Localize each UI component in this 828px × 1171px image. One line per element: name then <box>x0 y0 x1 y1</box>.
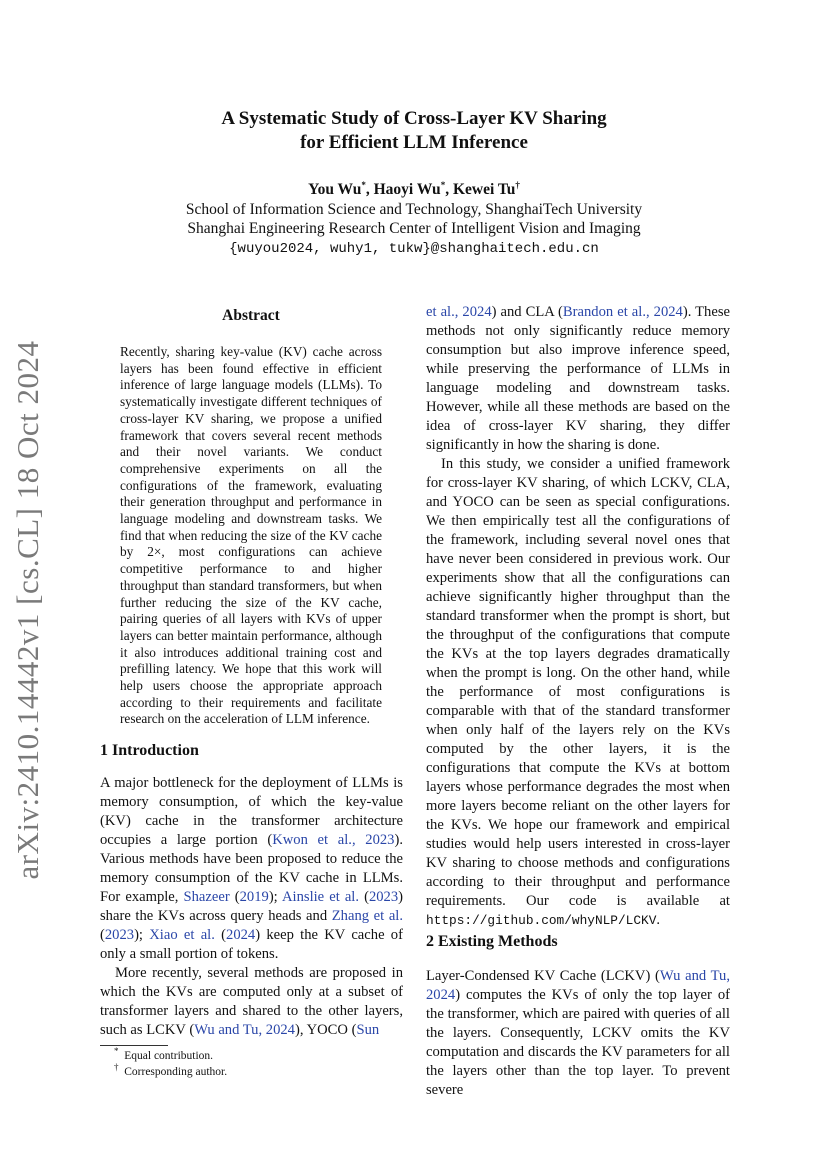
affiliation-2: Shanghai Engineering Research Center of Intelligent Vision and Imaging <box>187 220 641 237</box>
author-2-mark: * <box>440 179 446 190</box>
footnote-1 <box>114 1046 214 1064</box>
citation-link[interactable]: Zhang et al. <box>331 908 403 924</box>
citation-link[interactable]: et al., 2024 <box>426 304 492 320</box>
intro-column <box>100 774 403 1040</box>
text-run: ); <box>134 927 150 943</box>
abstract-body: Recently, sharing key-value (KV) cache across layers has been found effective in efficient inference of large language models (LLMs). To systematically investigate different techniques of cross-layer KV sharing, we propose a unified framework that covers several recent methods and their novel variants. We conduct comprehensive experiments on all the configurations of the framework, evaluating their generation throughput and performance in language modeling and downstream tasks. We find that when reducing the size of the KV cache by 2×, most configurations can achieve competitive performance to and higher throughput than standard transformers, but when further reducing the size of the KV cache, pairing queries of all layers with KVs of upper layers can better maintain performance, although it also introduces additional training cost and prefilling latency. We hope that this work will help users choose the appropriate approach according to their requirements and facilitate research on the acceleration of LLM inference. <box>120 344 382 727</box>
author-2: Haoyi Wu <box>373 181 441 198</box>
existing-methods-column <box>426 967 730 1100</box>
footnote-1-text: Equal contribution. <box>124 1050 214 1062</box>
text-run: ); <box>268 889 282 905</box>
author-1-mark: * <box>361 179 366 190</box>
text-run: . <box>656 912 661 928</box>
text-run: A major bottleneck for the deployment of LLMs is memory consumption, of which the key-value (KV) cache in the transformer architecture occupies a large portion ( <box>100 775 403 848</box>
text-run: ( <box>359 889 369 905</box>
section-1-heading: 1 Introduction <box>100 742 199 759</box>
text-run: ) keep the KV cache of only a small portion of tokens. <box>100 927 403 962</box>
text-run: ) and CLA ( <box>491 304 563 320</box>
citation-link[interactable]: Wu and Tu, 2024 <box>426 968 731 1003</box>
footnote-2-text: Corresponding author. <box>124 1066 228 1078</box>
arxiv-identifier <box>8 340 48 880</box>
section-2-heading: 2 Existing Methods <box>426 933 558 950</box>
footnote-1-mark: * <box>114 1046 119 1057</box>
text-run: ) computes the KVs of only the top layer of the transformer, which are paired with queries of all the layers. Consequently, LCKV omits the KV computation and discards the KV parameters for all the layers other than the top layer. To prevent severe <box>426 987 730 1098</box>
author-separator: , <box>445 181 453 198</box>
text-run: ( <box>214 927 227 943</box>
citation-link[interactable]: 2023 <box>368 889 399 905</box>
author-emails: {wuyou2024, wuhy1, tukw}@shanghaitech.edu.cn <box>229 241 599 257</box>
right-column <box>426 303 730 930</box>
citation-link[interactable]: 2023 <box>104 927 135 943</box>
citation-link[interactable]: 2024 <box>226 927 256 943</box>
existing-methods-paragraph <box>426 967 730 1100</box>
text-run: ) share the KVs across query heads and <box>100 889 404 924</box>
affiliation-1: School of Information Science and Technology, ShanghaiTech University <box>185 201 643 218</box>
text-run: Layer-Condensed KV Cache (LCKV) ( <box>426 968 660 984</box>
citation-link[interactable]: 2019 <box>239 889 269 905</box>
intro-paragraph-1 <box>100 774 403 964</box>
citation-link[interactable]: Shazeer <box>183 889 230 905</box>
author-list <box>0 180 828 200</box>
footnote-2 <box>114 1062 228 1080</box>
text-run: ), YOCO ( <box>294 1022 357 1038</box>
citation-link[interactable]: Ainslie et al. <box>282 889 360 905</box>
author-separator: , <box>365 181 374 198</box>
author-3: Kewei Tu <box>452 181 516 198</box>
intro-paragraph-2 <box>100 964 403 1040</box>
intro-paragraph-3 <box>426 455 730 930</box>
text-run: ). These methods not only significantly reduce memory consumption but also improve inference speed, while preserving the performance of LLMs in language modeling and downstream tasks. However, while all these methods are based on the idea of cross-layer KV sharing, they differ significantly in how the sharing is done. <box>426 304 730 453</box>
code-url-link[interactable]: https://github.com/whyNLP/LCKV <box>426 913 657 928</box>
citation-link[interactable]: Brandon et al., 2024 <box>562 304 683 320</box>
text-run: ). Various methods have been proposed to reduce the memory consumption of the KV cache in LLMs. For example, <box>100 832 403 905</box>
text-run: ( <box>100 927 105 943</box>
arxiv-id-text: arXiv:2410.14442v1 [cs.CL] 18 Oct 2024 <box>10 340 45 880</box>
author-3-mark: † <box>515 179 520 190</box>
paper-title-line1: A Systematic Study of Cross-Layer KV Sharing <box>221 108 607 129</box>
text-run: ( <box>229 889 240 905</box>
text-run: More recently, several methods are proposed in which the KVs are computed only at a subset of transformer layers and shared to the other layers, such as LCKV ( <box>100 965 403 1038</box>
citation-link[interactable]: Xiao et al. <box>149 927 215 943</box>
citation-link[interactable]: Sun <box>356 1022 380 1038</box>
paper-title-line2: for Efficient LLM Inference <box>300 132 528 153</box>
footnote-2-mark: † <box>114 1062 119 1073</box>
intro-paragraph-2-cont <box>426 303 730 455</box>
text-run: In this study, we consider a unified framework for cross-layer KV sharing, of which LCKV, CLA, and YOCO can be seen as special configurations. We then empirically test all the configurations of the framework, including several novel ones that have never been considered in previous work. Our experiments show that all the configurations can achieve significantly higher throughput than the standard transformer when the prompt is short, but the throughput of the configurations that compute the KVs at the top layers degrades dramatically when the prompt is long. On the other hand, while the performance of most configurations is comparable with that of the standard transformer when only half of the layers rely on the KVs computed by the other layers, it is the configurations that compute the KVs at bottom layers whose performance degrades the most when more layers become reliant on the other layers for the KVs. We hope our framework and empirical studies would help users interested in cross-layer KV sharing to choose methods and configurations according to their throughput and performance requirements. Our code is available at <box>426 456 730 909</box>
citation-link[interactable]: Kwon et al., 2023 <box>272 832 395 848</box>
abstract-heading: Abstract <box>222 307 280 324</box>
footnote-rule <box>100 1045 168 1046</box>
citation-link[interactable]: Wu and Tu, 2024 <box>194 1022 295 1038</box>
author-1: You Wu <box>308 181 362 198</box>
